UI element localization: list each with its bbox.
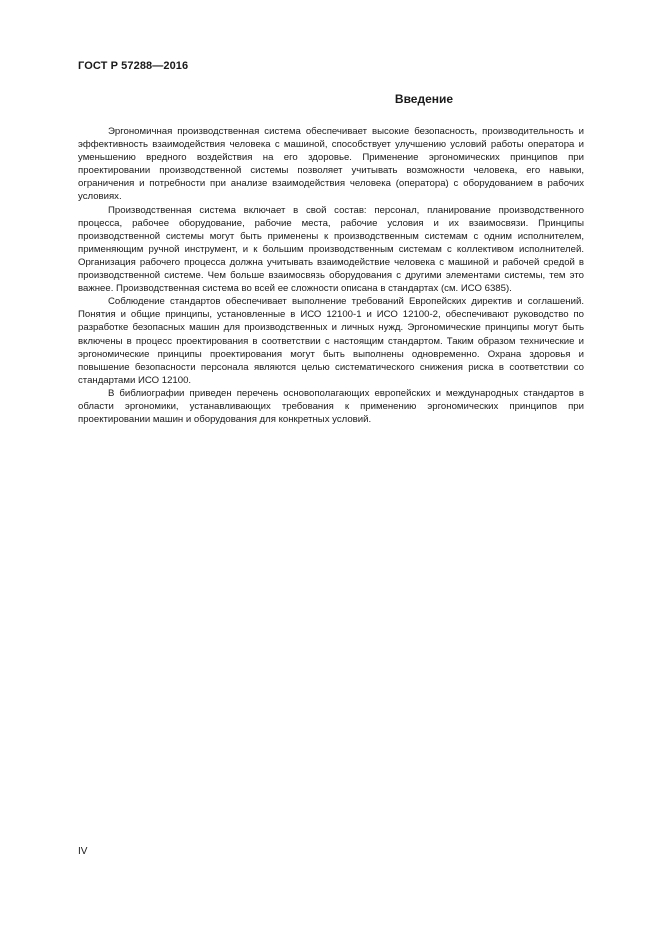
paragraph-2: Производственная система включает в свой состав: персонал, планирование производственного процесса, рабочее оборудование, рабочие места, рабочие условия и их взаимосвязи. Принципы производственной системы могут быть применены к производственным системам с одним исполнителем, применяющим ручной инструмент, и к большим производственным системам с коллективом исполнителей. Организация рабочего процесса должна учитывать взаимодействие человека с машиной и рабочей средой в производственной системе. Чем больше взаимосвязь оборудования с другими элементами системы, тем это важнее. Производственная система во всей ее сложности описана в стандартах (см. ИСО 6385). [78,204,584,295]
introduction-body [78,125,584,426]
paragraph-1: Эргономичная производственная система обеспечивает высокие безопасность, производительность и эффективность взаимодействия человека с машиной, способствует улучшению условий работы оператора и уменьшению вредного воздействия на его здоровье. Применение эргономических принципов при проектировании производственной системы позволяет учитывать возможности человека, его навыки, ограничения и потребности при анализе взаимодействия человека (оператора) с оборудованием в рабочих условиях. [78,126,584,203]
paragraph-3: Соблюдение стандартов обеспечивает выполнение требований Европейских директив и соглашений. Понятия и общие принципы, установленные в ИСО 12100-1 и ИСО 12100-2, обеспечивают руководство по разработке безопасных машин для производственных и личных нужд. Эргономические принципы могут быть включены в процесс проектирования в соответствии с настоящим стандартом. Таким образом технические и эргономические принципы проектирования могут быть выполнены одновременно. Охрана здоровья и повышение безопасности персонала являются целью систематического снижения риска в соответствии со стандартами ИСО 12100. [78,296,584,386]
paragraph-4: В библиографии приведен перечень основополагающих европейских и международных стандартов в области эргономики, устанавливающих требования к применению эргономических принципов при проектировании машин и оборудования для конкретных условий. [78,387,584,426]
page-number: IV [78,846,88,857]
standard-code-header: ГОСТ Р 57288—2016 [78,60,189,72]
section-title-text: Введение [394,92,454,106]
section-title [78,92,584,106]
